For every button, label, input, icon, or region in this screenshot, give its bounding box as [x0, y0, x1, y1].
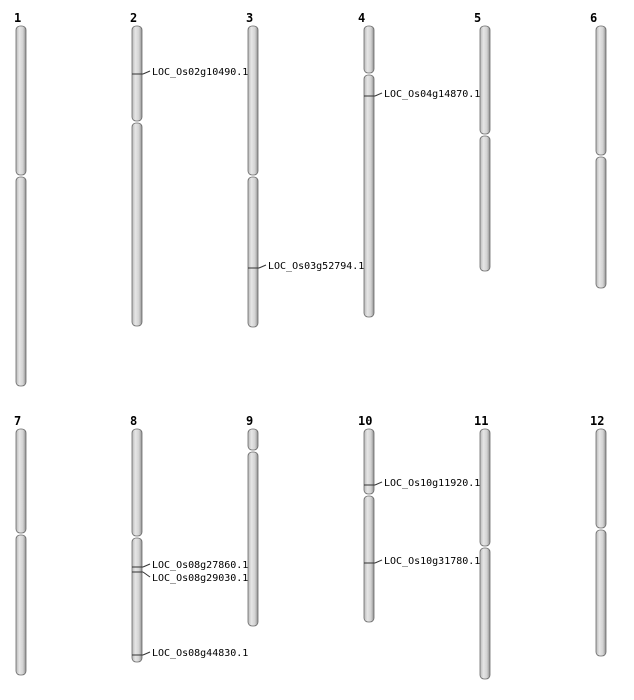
- gene-label: LOC_Os02g10490.1: [152, 67, 249, 78]
- chromosome-label: 4: [358, 11, 366, 25]
- chromosome-label: 7: [14, 414, 22, 428]
- gene-leader: [375, 482, 382, 485]
- chromosome-arm-q: [596, 530, 606, 656]
- gene-leader: [143, 71, 150, 74]
- gene-leader: [143, 564, 150, 567]
- gene-leader: [375, 93, 382, 96]
- chromosome-6: [590, 11, 606, 288]
- chromosome-arm-q: [16, 177, 26, 386]
- chromosome-arm-q: [364, 496, 374, 622]
- gene-label: LOC_Os08g29030.1: [152, 573, 249, 584]
- chromosome-8: [130, 414, 142, 662]
- chromosome-arm-p: [16, 429, 26, 533]
- chromosome-2: [130, 11, 142, 326]
- gene-marker: [132, 648, 248, 659]
- gene-marker: [364, 89, 480, 100]
- gene-leader: [143, 572, 150, 577]
- chromosome-label: 2: [130, 11, 138, 25]
- chromosome-arm-q: [480, 136, 490, 271]
- chromosome-label: 10: [358, 414, 373, 428]
- chromosome-arm-p: [480, 429, 490, 546]
- gene-marker: [132, 572, 248, 584]
- chromosome-3: [246, 11, 258, 327]
- chromosome-arm-q: [16, 535, 26, 675]
- gene-label: LOC_Os10g31780.1: [384, 556, 481, 567]
- gene-leader: [143, 652, 150, 655]
- chromosome-arm-q: [480, 548, 490, 679]
- chromosome-arm-q: [248, 177, 258, 327]
- gene-marker: [132, 67, 248, 78]
- chromosome-label: 5: [474, 11, 482, 25]
- chromosome-10: [358, 414, 374, 622]
- chromosome-arm-q: [132, 123, 142, 326]
- chromosome-label: 9: [246, 414, 254, 428]
- gene-label: LOC_Os03g52794.1: [268, 261, 365, 272]
- chromosome-arm-q: [596, 157, 606, 288]
- chromosome-label: 11: [474, 414, 489, 428]
- chromosome-arm-p: [480, 26, 490, 134]
- gene-leader: [259, 265, 266, 268]
- gene-marker: [132, 560, 248, 571]
- chromosome-arm-p: [248, 26, 258, 175]
- chromosome-arm-q: [248, 452, 258, 626]
- chromosome-arm-p: [16, 26, 26, 175]
- chromosome-arm-q: [364, 75, 374, 317]
- chromosome-label: 12: [590, 414, 605, 428]
- gene-label: LOC_Os10g11920.1: [384, 478, 481, 489]
- chromosome-arm-q: [132, 538, 142, 662]
- gene-leader: [375, 560, 382, 563]
- chromosome-11: [474, 414, 490, 679]
- chromosome-label: 8: [130, 414, 138, 428]
- chromosome-7: [14, 414, 26, 675]
- chromosome-12: [590, 414, 606, 656]
- gene-marker: [364, 478, 480, 489]
- chromosome-1: [14, 11, 26, 386]
- chromosome-label: 6: [590, 11, 598, 25]
- gene-marker: [364, 556, 480, 567]
- chromosome-label: 3: [246, 11, 254, 25]
- chromosome-label: 1: [14, 11, 22, 25]
- gene-label: LOC_Os08g27860.1: [152, 560, 249, 571]
- chromosome-arm-p: [364, 429, 374, 494]
- chromosome-9: [246, 414, 258, 626]
- gene-marker: [248, 261, 364, 272]
- chromosome-arm-p: [364, 26, 374, 73]
- gene-label: LOC_Os08g44830.1: [152, 648, 249, 659]
- chromosome-arm-p: [596, 26, 606, 155]
- chromosome-5: [474, 11, 490, 271]
- chromosome-arm-p: [248, 429, 258, 450]
- gene-label: LOC_Os04g14870.1: [384, 89, 481, 100]
- chromosome-arm-p: [132, 429, 142, 536]
- chromosome-arm-p: [596, 429, 606, 528]
